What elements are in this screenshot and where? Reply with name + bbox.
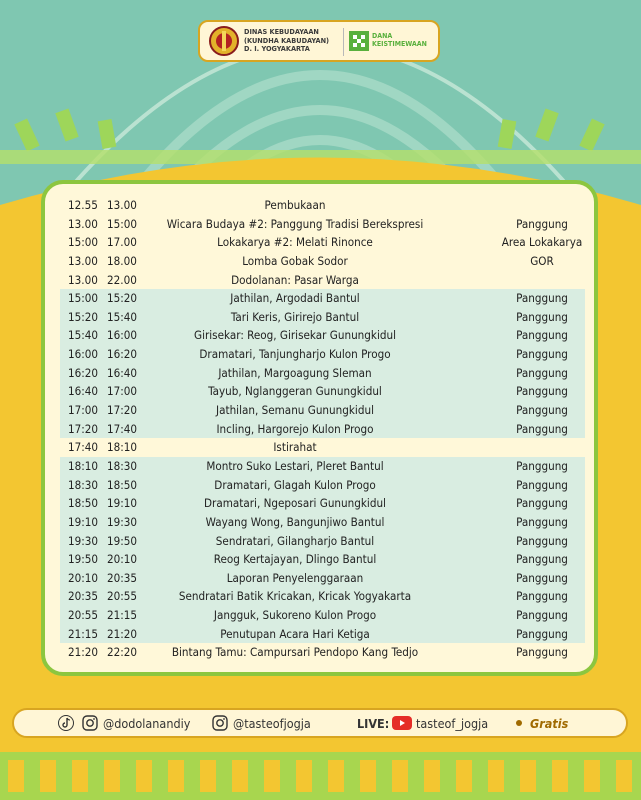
end-time: 18:10 [107,440,138,455]
event-location: Panggung [516,347,568,362]
youtube-icon[interactable] [392,715,412,731]
event-name: Lokakarya #2: Melati Rinonce [217,235,373,250]
start-time: 21:15 [68,626,99,641]
end-time: 17:20 [107,403,138,418]
schedule-row [60,215,585,234]
schedule-row [60,271,585,290]
schedule-row [60,308,585,327]
end-time: 20:55 [107,589,138,604]
event-location: Panggung [516,365,568,380]
youtube-handle[interactable]: tasteof_jogja [416,716,489,731]
event-name: Penutupan Acara Hari Ketiga [220,626,370,641]
start-time: 20:55 [68,608,99,623]
start-time: 15:00 [68,291,99,306]
schedule-row [60,401,585,420]
end-time: 19:30 [107,514,138,529]
event-name: Jathilan, Margoagung Sleman [218,365,372,380]
event-location: Panggung [516,626,568,641]
tiktok-icon[interactable] [58,715,74,731]
schedule-row [60,587,585,606]
schedule-row [60,420,585,439]
event-name: Reog Kertajayan, Dlingo Bantul [213,552,377,567]
event-location: Panggung [516,477,568,492]
event-location: Panggung [516,309,568,324]
event-name: Tayub, Nglanggeran Gunungkidul [208,384,382,399]
start-time: 15:40 [68,328,99,343]
event-location: Panggung [516,403,568,418]
start-time: 12.55 [68,198,98,212]
event-location: Panggung [516,552,568,567]
end-time: 22.00 [107,272,137,287]
start-time: 20:35 [68,589,99,604]
schedule-row [60,550,585,569]
partner-line-1: DANA [372,32,393,40]
org-line-2: (KUNDHA KABUDAYAN) [244,35,330,45]
event-location: Panggung [516,570,568,585]
schedule-row [60,289,585,308]
bullet-dot [516,720,522,726]
event-name: Girisekar: Reog, Girisekar Gunungkidul [193,328,396,343]
event-name: Pembukaan [264,198,326,212]
header-divider [343,28,344,56]
event-name: Wayang Wong, Bangunjiwo Bantul [205,514,385,529]
end-time: 18.00 [107,253,137,268]
header-logo-box [198,20,440,62]
start-time: 18:50 [68,496,99,511]
event-location: Panggung [516,514,568,529]
schedule-row [60,196,585,215]
event-name: Bintang Tamu: Campursari Pendopo Kang Tedjo [171,645,419,660]
schedule-row [60,252,585,271]
schedule-row [60,438,585,457]
event-location: Panggung [516,328,568,343]
end-time: 18:50 [107,477,138,492]
schedule-row [60,326,585,345]
end-time: 13.00 [107,198,137,212]
schedule-row [60,569,585,588]
schedule-row [60,364,585,383]
end-time: 16:20 [107,347,138,362]
schedule-row [60,606,585,625]
start-time: 13.00 [68,216,98,231]
end-time: 21:15 [107,608,138,623]
event-location: GOR [530,253,554,268]
schedule-row [60,513,585,532]
event-location: Panggung [516,291,568,306]
start-time: 17:40 [68,440,99,455]
event-location: Panggung [516,533,568,548]
schedule-row [60,494,585,513]
end-time: 19:10 [107,496,138,511]
end-time: 16:00 [107,328,138,343]
instagram-handle-tasteofjogja[interactable]: @tasteofjogja [233,716,311,731]
event-location: Panggung [516,496,568,511]
end-time: 15:40 [107,309,138,324]
schedule-card [41,180,598,676]
end-time: 18:30 [107,458,138,473]
event-location: Area Lokakarya [501,235,583,250]
schedule-row [60,233,585,252]
schedule-row [60,643,585,662]
event-name: Dramatari, Tanjungharjo Kulon Progo [199,347,391,362]
end-time: 17.00 [107,235,137,250]
event-name: Istirahat [273,440,317,455]
schedule-row [60,625,585,644]
gratis-label: Gratis [530,716,569,731]
dana-keistimewaan-logo [349,31,369,51]
start-time: 15:00 [68,235,99,250]
start-time: 13.00 [68,253,98,268]
end-time: 17:40 [107,421,138,436]
start-time: 16:20 [68,365,99,380]
event-location: Panggung [516,216,568,231]
crest-icon [208,25,240,57]
start-time: 16:00 [68,347,99,362]
start-time: 17:20 [68,421,99,436]
org-line-3: D. I. YOGYAKARTA [244,44,310,54]
start-time: 15:20 [68,309,99,324]
event-name: Sendratari Batik Kricakan, Kricak Yogyakarta [178,589,412,604]
live-label: LIVE: [357,716,390,731]
end-time: 20:35 [107,570,138,585]
event-location: Panggung [516,645,568,660]
start-time: 20:10 [68,570,99,585]
event-location: Panggung [516,384,568,399]
event-name: Jangguk, Sukoreno Kulon Progo [213,608,377,623]
end-time: 15:00 [107,216,138,231]
footer-bar [12,708,628,738]
start-time: 17:00 [68,403,99,418]
start-time: 19:10 [68,514,99,529]
schedule-row [60,457,585,476]
start-time: 21:20 [68,645,99,660]
event-name: Dodolanan: Pasar Warga [231,272,359,287]
end-time: 20:10 [107,552,138,567]
event-name: Tari Keris, Girirejo Bantul [230,309,360,324]
event-location: Panggung [516,589,568,604]
schedule-row [60,532,585,551]
partner-line-2: KEISTIMEWAAN [372,40,427,49]
start-time: 19:50 [68,552,99,567]
event-name: Incling, Hargorejo Kulon Progo [216,421,374,436]
event-name: Jathilan, Argodadi Bantul [230,291,360,306]
partner-name [372,32,427,48]
start-time: 18:10 [68,458,99,473]
schedule-table [60,196,585,662]
event-name: Wicara Budaya #2: Panggung Tradisi Berekspresi [166,216,424,231]
organization-name [244,28,329,54]
start-time: 13.00 [68,272,98,287]
org-line-1: DINAS KEBUDAYAAN [244,27,319,36]
event-name: Sendratari, Gilangharjo Bantul [215,533,375,548]
instagram-handle-dodolanandiy[interactable]: @dodolanandiy [103,716,191,731]
start-time: 18:30 [68,477,99,492]
event-name: Dramatari, Ngeposari Gunungkidul [204,496,386,511]
end-time: 17:00 [107,384,138,399]
event-name: Jathilan, Semanu Gunungkidul [216,403,374,418]
end-time: 19:50 [107,533,138,548]
end-time: 21:20 [107,626,138,641]
event-location: Panggung [516,608,568,623]
instagram-icon[interactable] [212,715,228,731]
event-name: Lomba Gobak Sodor [242,253,348,268]
event-name: Dramatari, Glagah Kulon Progo [214,477,376,492]
schedule-row [60,345,585,364]
event-name: Laporan Penyelenggaraan [226,570,364,585]
event-location: Panggung [516,458,568,473]
event-name: Montro Suko Lestari, Pleret Bantul [206,458,384,473]
schedule-row [60,382,585,401]
instagram-icon[interactable] [82,715,98,731]
end-time: 16:40 [107,365,138,380]
end-time: 22:20 [107,645,138,660]
event-location: Panggung [516,421,568,436]
end-time: 15:20 [107,291,138,306]
start-time: 19:30 [68,533,99,548]
schedule-row [60,476,585,495]
start-time: 16:40 [68,384,99,399]
